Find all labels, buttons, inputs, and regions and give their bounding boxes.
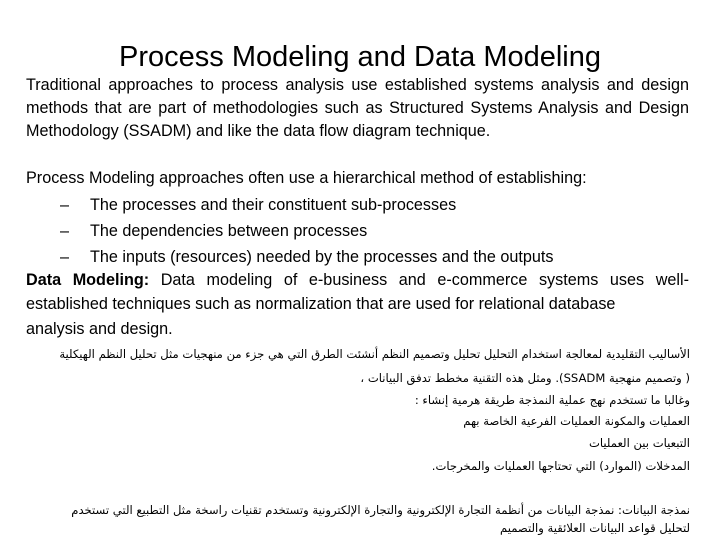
paragraph-data-modeling bbox=[26, 268, 689, 316]
bullet-text: The inputs (resources) needed by the processes and the outputs bbox=[90, 248, 554, 266]
list-item bbox=[60, 244, 553, 270]
paragraph-traditional-approaches: Traditional approaches to process analysis use established systems analysis and design methods that are part of methodologies such as Structured Systems Analysis and Design Methodology (SSADM) and like the data flow diagram technique. bbox=[26, 76, 689, 140]
arabic-line-5: التبعيات بين العمليات bbox=[588, 436, 690, 450]
arabic-line-7: نمذجة البيانات: نمذجة البيانات من أنظمة التجارة الإلكترونية والتجارة الإلكترونية وتستخدم تقنيات راسخة مثل التطبيع التي تستخدم bbox=[71, 503, 690, 517]
bullet-dash: – bbox=[60, 222, 70, 240]
paragraph-process-modeling: Process Modeling approaches often use a hierarchical method of establishing: bbox=[26, 169, 587, 187]
bullet-text: The processes and their constituent sub-processes bbox=[90, 196, 457, 214]
bullet-list bbox=[60, 192, 553, 270]
arabic-line-8: لتحليل قواعد البيانات العلائقية والتصميم bbox=[500, 521, 690, 535]
arabic-line-1: الأساليب التقليدية لمعالجة استخدام التحليل تحليل وتصميم النظم أنشئت الطرق التي هي جزء من منهجيات مثل تحليل النظم الهيكلية bbox=[59, 347, 690, 361]
data-modeling-text: Data modeling of e-business and e-commerce systems uses well-established techniques such as normalization that are used for relational database bbox=[26, 271, 689, 313]
slide-title: Process Modeling and Data Modeling bbox=[119, 41, 601, 73]
arabic-line-3: وغالبا ما تستخدم نهج عملية النمذجة طريقة هرمية إنشاء : bbox=[414, 393, 690, 407]
paragraph-data-modeling-end: analysis and design. bbox=[26, 320, 173, 338]
arabic-line-4: العمليات والمكونة العمليات الفرعية الخاصة بهم bbox=[463, 414, 690, 428]
arabic-line-2: ( وتصميم منهجية SSADM). ومثل هذه التقنية مخطط تدفق البيانات ، bbox=[360, 371, 690, 385]
data-modeling-label: Data Modeling: bbox=[26, 271, 150, 289]
bullet-dash: – bbox=[60, 196, 70, 214]
list-item bbox=[60, 192, 553, 218]
bullet-text: The dependencies between processes bbox=[90, 222, 368, 240]
list-item bbox=[60, 218, 553, 244]
bullet-dash: – bbox=[60, 248, 70, 266]
arabic-line-6: المدخلات (الموارد) التي تحتاجها العمليات والمخرجات. bbox=[431, 459, 690, 473]
